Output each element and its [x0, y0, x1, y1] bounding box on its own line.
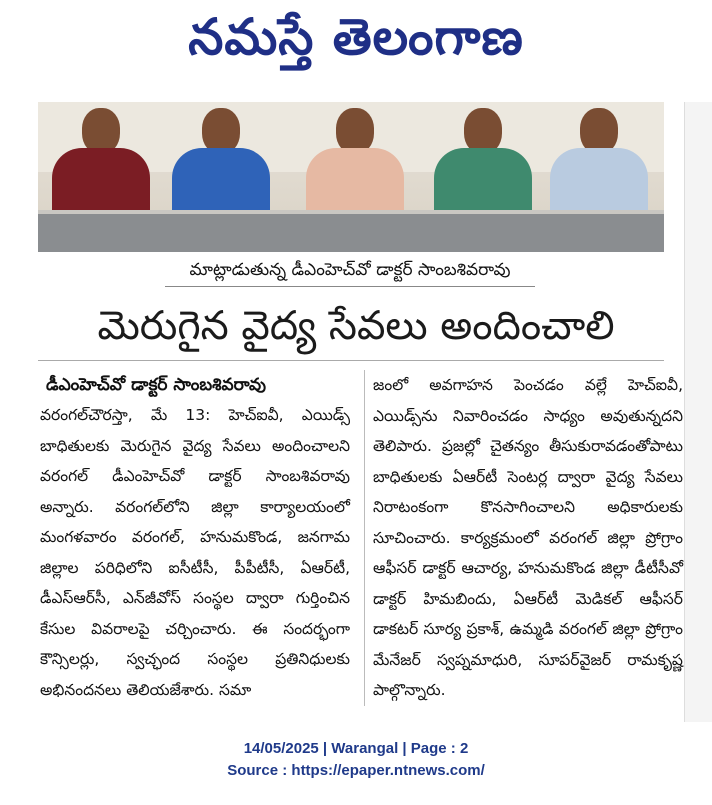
article-subhead: డీఎంహెచ్‌వో డాక్టర్ సాంబశివరావు: [46, 375, 266, 395]
photo-person: [46, 102, 156, 222]
article-body-2: జంలో అవగాహన పెంచడం వల్లే హెచ్ఐవీ, ఎయిడ్స్‌ను నివారించడం సాధ్యం అవుతున్నదని తెలిపారు. ప్రజల్లో చైతన్యం తీసుకురావడంతోపాటు బాధితులకు ఏఆర్‌టీ సెంటర్ల ద్వారా వైద్య సేవలు నిరాటంకంగా కొనసాగించాలని అధికారులకు సూచించారు. కార్యక్రమంలో వరంగల్ జిల్లా ప్రోగ్రాం ఆఫీసర్ డాక్టర్ ఆచార్య, హనుమకొండ జిల్లా డీటీసీవో డాక్టర్ హిమబిందు, ఏఆర్‌టీ మెడికల్ ఆఫీసర్ డాకటర్ సూర్య ప్రకాశ్, ఉమ్మడి వరంగల్ జిల్లా ప్రోగ్రాం మేనేజర్ స్వప్నమాధురి, సూపర్‌వైజర్ రామకృష్ణ పాల్గొన్నారు.: [373, 376, 683, 699]
divider: [38, 360, 664, 361]
photo-table: [38, 214, 664, 252]
page-footer: [0, 738, 712, 782]
masthead: [0, 0, 712, 90]
photo-person: [300, 102, 410, 222]
article-body-1: వరంగల్‌చౌరస్తా, మే 13: హెచ్ఐవీ, ఎయిడ్స్ బాధితులకు మెరుగైన వైద్య సేవలు అందించాలని వరంగల్ డీఎంహెచ్‌వో డాక్టర్ సాంబశివరావు అన్నారు. వరంగల్‌లోని జిల్లా కార్యాలయంలో మంగళవారం వరంగల్, హనుమకొండ, జనగామ జిల్లాల పరిధిలోని ఐసీటీసీ, పీపీటీసీ, ఏఆర్‌టీ, డీఎస్ఆర్‌సీ, ఎన్‌జీవోస్ సంస్థల ద్వారా గుర్తించిన కేసుల వివరాలపై చర్చించారు. ఈ సందర్భంగా కౌన్సిలర్లు, స్వచ్ఛంద సంస్థల ప్రతినిధులకు అభినందనలు తెలియజేశారు. సమా: [40, 406, 350, 699]
footer-edition: 14/05/2025 | Warangal | Page : 2: [243, 740, 469, 757]
photo-person: [166, 102, 276, 222]
adjacent-page-edge: [684, 102, 712, 722]
masthead-title: నమస్తే తెలంగాణ: [188, 8, 524, 66]
article-column-1: [40, 370, 350, 705]
article-headline: మెరుగైన వైద్య సేవలు అందించాలి: [97, 303, 615, 349]
photo-caption-text: మాట్లాడుతున్న డీఎంహెచ్‌వో డాక్టర్ సాంబశివరావు: [189, 260, 511, 280]
photo-person: [428, 102, 538, 222]
photo-caption: [165, 256, 535, 287]
news-photo: [38, 102, 664, 252]
article-column-2: [364, 370, 683, 706]
footer-source[interactable]: Source : https://epaper.ntnews.com/: [227, 762, 485, 779]
photo-person: [544, 102, 654, 222]
